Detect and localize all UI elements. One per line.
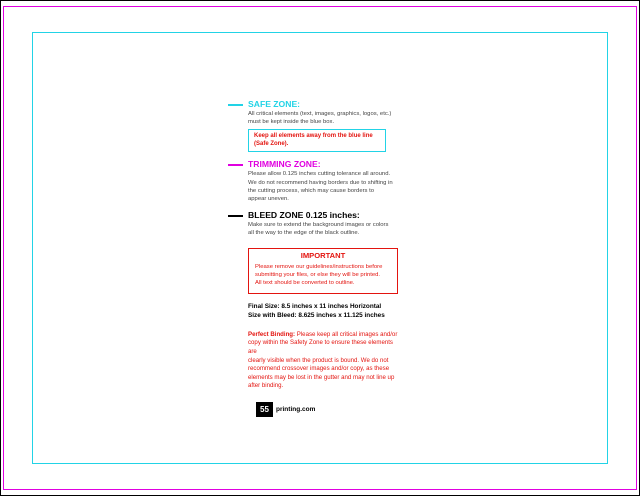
- perfect-binding-note: [248, 331, 400, 391]
- binding-line: Please keep all critical images and/or: [295, 330, 398, 338]
- safe-zone-desc-line: must be kept inside the blue box.: [248, 119, 335, 126]
- important-line: submitting your files, or else they will be printed.: [255, 271, 381, 278]
- trimming-zone-desc-line: appear uneven.: [248, 196, 289, 203]
- trimming-zone-swatch: [228, 164, 243, 166]
- safe-zone-swatch: [228, 104, 243, 106]
- bleed-zone-desc-line: all the way to the edge of the black outline.: [248, 230, 360, 237]
- important-body: [255, 263, 391, 288]
- size-with-bleed: Size with Bleed: 8.625 inches x 11.125 inches: [248, 312, 385, 320]
- trimming-zone-desc-line: We do not recommend having borders due to shifting in: [248, 179, 393, 186]
- safe-zone-section: [228, 98, 408, 152]
- logo-text: printing.com: [276, 405, 316, 413]
- safe-zone-callout-line: (Safe Zone).: [254, 141, 289, 148]
- perfect-binding-label: Perfect Binding:: [248, 330, 296, 338]
- important-line: Please remove our guidelines/instructions before: [255, 263, 383, 270]
- template-guide: [228, 98, 408, 417]
- binding-line: clearly visible when the product is bound. We do not: [248, 356, 389, 364]
- bleed-zone-section: [228, 209, 408, 237]
- safe-zone-title: SAFE ZONE:: [248, 99, 301, 109]
- trimming-zone-title: TRIMMING ZONE:: [248, 159, 321, 170]
- final-size: Final Size: 8.5 inches x 11 inches Horizontal: [248, 303, 382, 311]
- bleed-zone-title: BLEED ZONE 0.125 inches:: [248, 210, 360, 221]
- bleed-zone-swatch: [228, 215, 243, 217]
- safe-zone-callout: [248, 129, 386, 152]
- important-line: All text should be converted to outline.: [255, 280, 355, 287]
- safe-zone-description: [248, 110, 408, 126]
- binding-line: elements may be lost in the gutter and may not line up: [248, 373, 395, 381]
- logo-mark: 55: [256, 402, 273, 417]
- safe-zone-callout-line: Keep all elements away from the blue line: [254, 133, 373, 140]
- binding-line: copy within the Safety Zone to ensure these elements are: [248, 339, 393, 356]
- safe-zone-desc-line: All critical elements (text, images, graphics, logos, etc.): [248, 111, 392, 117]
- important-notice: [248, 248, 398, 295]
- binding-line: recommend crossover images and/or copy, as these: [248, 365, 390, 373]
- trimming-zone-desc-line: the cutting process, which may cause borders to: [248, 187, 375, 194]
- binding-line: after binding.: [248, 382, 284, 390]
- trimming-zone-description: [248, 170, 408, 203]
- trimming-zone-section: [228, 158, 408, 203]
- important-title: IMPORTANT: [300, 250, 346, 260]
- bleed-zone-description: [248, 221, 408, 237]
- bleed-zone-desc-line: Make sure to extend the background images or colors: [248, 222, 389, 229]
- printing-logo: [256, 402, 408, 417]
- size-info: [248, 303, 408, 321]
- trimming-zone-desc-line: Please allow 0.125 inches cutting tolerance all around.: [248, 171, 391, 178]
